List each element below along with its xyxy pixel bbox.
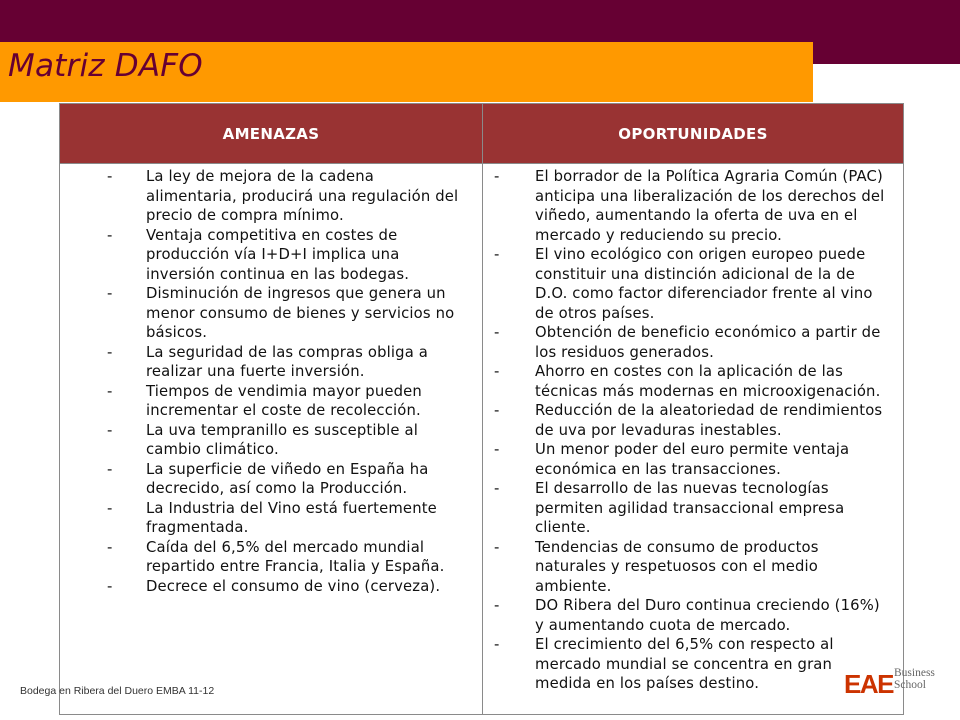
- oportunidad-item: [483, 440, 889, 479]
- oportunidad-item: [483, 401, 889, 440]
- list-item-text: Ventaja competitiva en costes de producción vía I+D+I implica una inversión continua en las bodegas.: [146, 226, 410, 283]
- amenazas-header: AMENAZAS: [60, 104, 483, 164]
- list-item-text: Disminución de ingresos que genera un menor consumo de bienes y servicios no básicos.: [146, 285, 455, 341]
- title-band: [0, 42, 813, 102]
- list-item-text: Un menor poder del euro permite ventaja económica en las transacciones.: [535, 441, 850, 478]
- dafo-matrix: [59, 103, 904, 715]
- list-item-text: Decrece el consumo de vino (cerveza).: [146, 577, 441, 595]
- list-dash: -: [494, 480, 500, 497]
- amenaza-item: [60, 577, 468, 597]
- list-item-text: El crecimiento del 6,5% con respecto al mercado mundial se concentra en gran medida en los países destino.: [535, 636, 834, 692]
- logo-line-school: School: [894, 679, 926, 691]
- list-item-text: Caída del 6,5% del mercado mundial repartido entre Francia, Italia y España.: [146, 538, 445, 575]
- list-dash: -: [494, 246, 500, 263]
- list-dash: -: [107, 382, 113, 400]
- list-dash: -: [494, 441, 500, 458]
- amenaza-item: [60, 343, 468, 382]
- eae-logo: [844, 664, 935, 700]
- list-item-text: Ahorro en costes con la aplicación de las técnicas más modernas en microoxigenación.: [535, 363, 881, 400]
- list-dash: -: [494, 636, 500, 653]
- list-item-text: DO Ribera del Duro continua creciendo (16%) y aumentando cuota de mercado.: [535, 597, 880, 634]
- list-dash: -: [494, 324, 500, 341]
- amenaza-item: [60, 382, 468, 421]
- list-dash: -: [494, 538, 500, 556]
- list-dash: -: [107, 168, 113, 185]
- list-dash: -: [107, 577, 113, 595]
- amenaza-item: [60, 226, 468, 285]
- list-item-text: Tiempos de vendimia mayor pueden incrementar el coste de recolección.: [146, 382, 422, 419]
- list-dash: -: [107, 343, 113, 361]
- list-dash: -: [494, 597, 500, 614]
- list-dash: -: [107, 285, 113, 302]
- list-dash: -: [494, 363, 500, 380]
- list-item-text: La Industria del Vino está fuertemente fragmentada.: [146, 499, 437, 536]
- oportunidad-item: [483, 167, 889, 245]
- amenaza-item: [60, 421, 468, 460]
- oportunidades-list: [483, 167, 889, 694]
- list-item-text: El desarrollo de las nuevas tecnologías permiten agilidad transaccional empresa cliente.: [535, 480, 845, 536]
- logo-mark: EAE: [844, 669, 893, 699]
- list-item-text: La seguridad de las compras obliga a realizar una fuerte inversión.: [146, 343, 428, 380]
- oportunidad-item: [483, 323, 889, 362]
- list-item-text: La superficie de viñedo en España ha decrecido, así como la Producción.: [146, 460, 429, 497]
- list-item-text: Tendencias de consumo de productos naturales y respetuosos con el medio ambiente.: [535, 538, 819, 595]
- list-item-text: El borrador de la Política Agraria Común (PAC) anticipa una liberalización de los derechos del viñedo, aumentando la oferta de uva en el mercado y reduciendo su precio.: [535, 168, 885, 244]
- oportunidad-item: [483, 245, 889, 323]
- amenaza-item: [60, 460, 468, 499]
- oportunidades-header: OPORTUNIDADES: [483, 104, 904, 164]
- list-item-text: Reducción de la aleatoriedad de rendimientos de uva por levaduras inestables.: [535, 402, 883, 439]
- amenazas-cell: [60, 164, 483, 715]
- amenaza-item: [60, 284, 468, 343]
- list-dash: -: [107, 499, 113, 517]
- list-dash: -: [107, 460, 113, 478]
- oportunidad-item: [483, 362, 889, 401]
- list-dash: -: [494, 402, 500, 419]
- list-item-text: Obtención de beneficio económico a partir de los residuos generados.: [535, 324, 881, 361]
- logo-line-business: Business: [894, 667, 935, 679]
- amenaza-item: [60, 499, 468, 538]
- oportunidad-item: [483, 538, 889, 597]
- list-dash: -: [494, 168, 500, 185]
- amenaza-item: [60, 167, 468, 226]
- oportunidades-cell: [483, 164, 904, 715]
- list-dash: -: [107, 421, 113, 439]
- amenazas-list: [60, 167, 468, 596]
- page-title: Matriz DAFO: [8, 48, 203, 84]
- logo-text: [894, 667, 935, 691]
- oportunidad-item: [483, 596, 889, 635]
- list-item-text: El vino ecológico con origen europeo puede constituir una distinción adicional de la de D.O. como factor diferenciador frente al vino de otros países.: [535, 246, 873, 322]
- list-item-text: La uva tempranillo es susceptible al cambio climático.: [146, 421, 418, 458]
- footer-text: Bodega en Ribera del Duero EMBA 11-12: [20, 685, 215, 697]
- list-dash: -: [107, 226, 113, 244]
- list-item-text: La ley de mejora de la cadena alimentaria, producirá una regulación del precio de compra mínimo.: [146, 168, 459, 224]
- oportunidad-item: [483, 479, 889, 538]
- oportunidad-item: [483, 635, 889, 694]
- list-dash: -: [107, 538, 113, 556]
- amenaza-item: [60, 538, 468, 577]
